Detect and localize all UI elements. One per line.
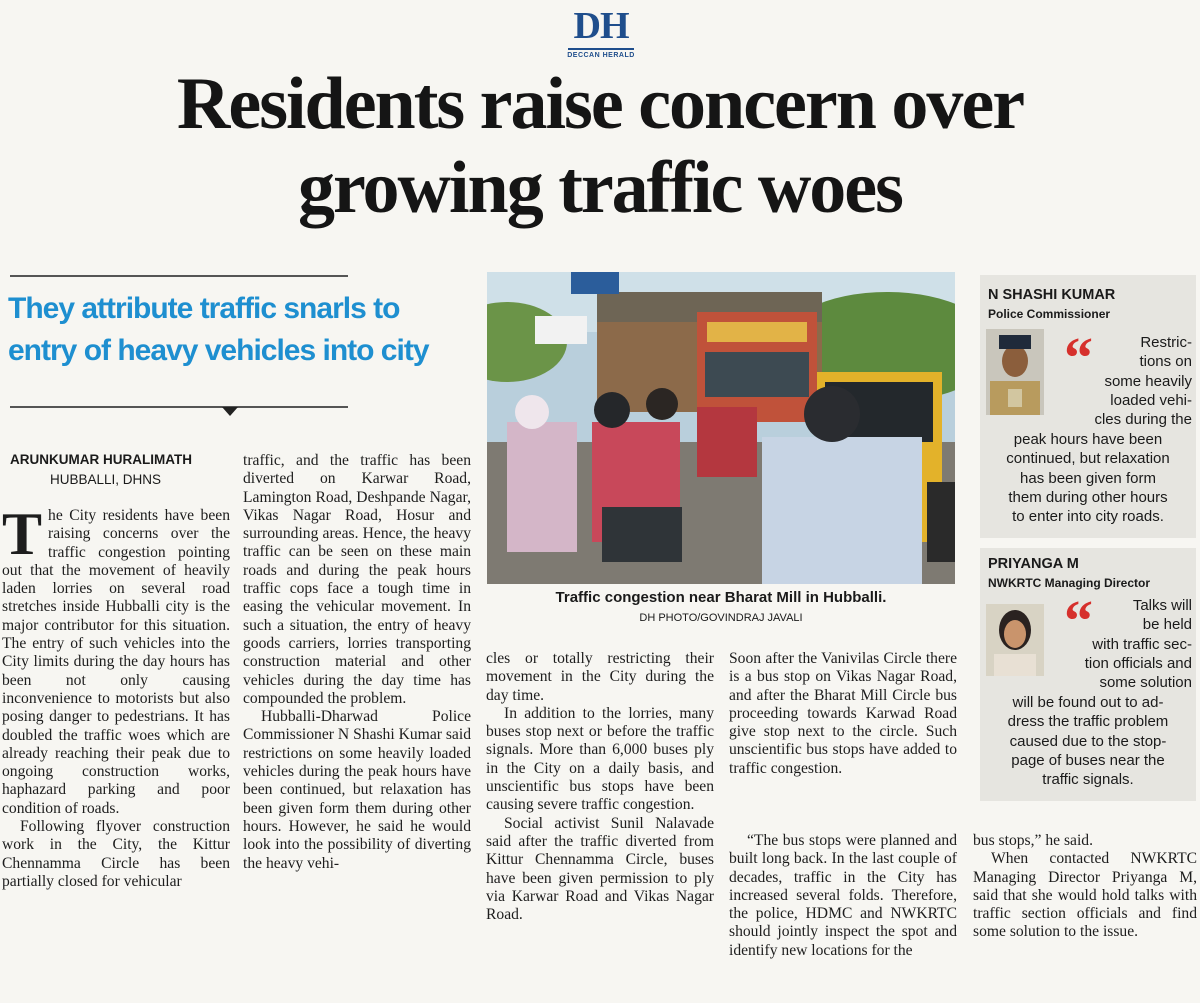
photo-credit: DH PHOTO/GOVINDRAJ JAVALI — [639, 612, 803, 624]
traffic-scene-illustration — [487, 272, 955, 584]
quote-text-top — [1050, 588, 1192, 692]
director-portrait-illustration — [986, 604, 1044, 676]
quote-line: Talks will — [1132, 597, 1192, 614]
kicker — [8, 288, 470, 372]
article-column-2 — [243, 452, 471, 987]
paragraph-5: cles or totally restricting their movement in the City during the day time. — [486, 650, 714, 704]
headline-line-1: Residents raise concern over — [176, 63, 1024, 145]
paragraph-8: Soon after the Vanivilas Circle there is a bus stop on Vikas Nagar Road, and after the Bharat Mill Circle bus proceeding towards Karwad Road give stop next to the circle. Such unscientific bus stops have added to traffic congestion. — [729, 650, 957, 777]
article-column-4 — [729, 650, 957, 830]
headline-line-2: growing traffic woes — [298, 147, 902, 229]
kicker-rule-bottom — [10, 406, 348, 408]
quote-line: caused due to the stop- — [1009, 732, 1167, 750]
quote-line: traffic signals. — [1042, 771, 1134, 789]
byline-author: ARUNKUMAR HURALIMATH — [10, 452, 192, 467]
quote-line: some heavily — [1104, 372, 1192, 390]
paragraph-4: Hubballi-Dharwad Police Commissioner N Shashi Kumar said restrictions on some heavily loaded vehicles during the peak hours have been continued, but relaxation has been given form them during other hours. However, he said he would look into the possibility of diverting the heavy vehi- — [243, 708, 471, 872]
kicker-line-2: entry of heavy vehicles into city — [8, 334, 429, 367]
quote-line: loaded vehi- — [1110, 391, 1192, 409]
quote-line: with traffic sec- — [1092, 635, 1192, 653]
logo-divider — [568, 48, 634, 50]
kicker-rule-top — [10, 275, 348, 277]
quote-line: tions on — [1139, 353, 1192, 371]
quote-text-rest — [984, 430, 1192, 526]
quote-line: Restric- — [1140, 334, 1192, 351]
kicker-line-1: They attribute traffic snarls to — [8, 292, 400, 325]
quote-line: has been given form — [1020, 469, 1156, 487]
quote-line: tion officials and — [1084, 654, 1192, 672]
quote-line: them during other hours — [1008, 488, 1168, 506]
quote-line: cles during the — [1094, 411, 1192, 429]
paragraph-6: In addition to the lorries, many buses stop next or before the traffic signals. More than 6,000 buses ply in the City on a daily basis, and unscientific bus stops have been causing severe traffic congestion. — [486, 704, 714, 814]
logo-name: DECCAN HERALD — [567, 52, 635, 59]
portrait-priyanga — [986, 604, 1044, 676]
quote-line: continued, but relaxation — [1006, 450, 1170, 468]
traffic-photo — [487, 272, 955, 584]
police-portrait-illustration — [986, 329, 1044, 415]
quote-mark-icon: “ — [1064, 588, 1093, 653]
paragraph-1: he City residents have been raising concerns over the traffic congestion pointing out that the movement of heavily laden lorries on several road stretches inside Hubballi city is the major contributor for this situation. The entry of such vehicles into the City limits during the day hours has been not only causing inconvenience to motorists but also posing danger to pedestrians. It has doubled the traffic woes which are already reaching their peak due to ongoing construction works, haphazard parking and poor condition of roads. — [2, 507, 230, 817]
quote-mark-icon: “ — [1064, 325, 1093, 390]
quote-box-role: Police Commissioner — [988, 307, 1111, 321]
quote-box-commissioner — [980, 275, 1196, 538]
quote-line: to enter into city roads. — [1012, 508, 1164, 526]
quote-line: page of buses near the — [1011, 751, 1165, 769]
paragraph-7: Social activist Sunil Nalavade said after the traffic diverted from Kittur Chennamma Circle, buses have been given permission to ply via Karwar Road and Vikas Nagar Road. — [486, 814, 714, 924]
quote-line: be held — [1142, 616, 1192, 634]
article-column-3 — [486, 650, 714, 980]
down-arrow-icon — [222, 407, 238, 416]
article-column-4-lower — [729, 832, 957, 972]
quote-text-top — [1092, 333, 1192, 429]
quote-box-name: PRIYANGA M — [988, 556, 1079, 572]
quote-box-nwkrtc — [980, 548, 1196, 801]
paragraph-11: When contacted NWKRTC Managing Director Priyanga M, said that she would hold talks with traffic section officials and find some solution to the issue. — [973, 850, 1197, 941]
quote-text-rest — [984, 693, 1192, 789]
quote-line: some solution — [1099, 674, 1192, 692]
quote-box-role: NWKRTC Managing Director — [988, 576, 1150, 590]
drop-cap: T — [2, 507, 43, 567]
quote-line: will be found out to ad- — [1012, 694, 1164, 711]
paragraph-3: traffic, and the traffic has been diverted on Karwar Road, Lamington Road, Deshpande Nagar, Vikas Nagar Road, Hosur and surrounding areas. Hence, the heavy traffic can be seen on these main roads and during the peak hours traffic cops face a tough time in easing the vehicular movement. In such a situation, the entry of heavy goods carriers, lorries transporting construction material and other vehicles during the day time has compounded the problem. — [243, 452, 471, 707]
byline — [10, 450, 240, 490]
quote-line: peak hours have been — [1013, 431, 1163, 448]
paragraph-2: Following flyover construction work in the City, the Kittur Chennamma Circle has been partially closed for vehicular — [2, 818, 230, 890]
paragraph-10: bus stops,” he said. — [973, 832, 1093, 849]
masthead-logo — [562, 6, 640, 66]
photo-caption: Traffic congestion near Bharat Mill in Hubballi. — [555, 589, 887, 606]
paragraph-9: “The bus stops were planned and built long back. In the last couple of decades, traffic in the City has increased several folds. Therefore, the police, HDMC and NWKRTC should jointly inspect the spot and identify new locations for the — [729, 832, 957, 959]
portrait-shashi-kumar — [986, 329, 1044, 415]
logo-mark: DH — [573, 5, 629, 47]
quote-box-name: N SHASHI KUMAR — [988, 287, 1116, 303]
headline — [10, 62, 1190, 230]
article-column-1 — [2, 507, 230, 987]
quote-line: dress the traffic problem — [1007, 713, 1169, 731]
article-column-5 — [973, 832, 1197, 972]
byline-place: HUBBALLI, DHNS — [50, 472, 162, 487]
